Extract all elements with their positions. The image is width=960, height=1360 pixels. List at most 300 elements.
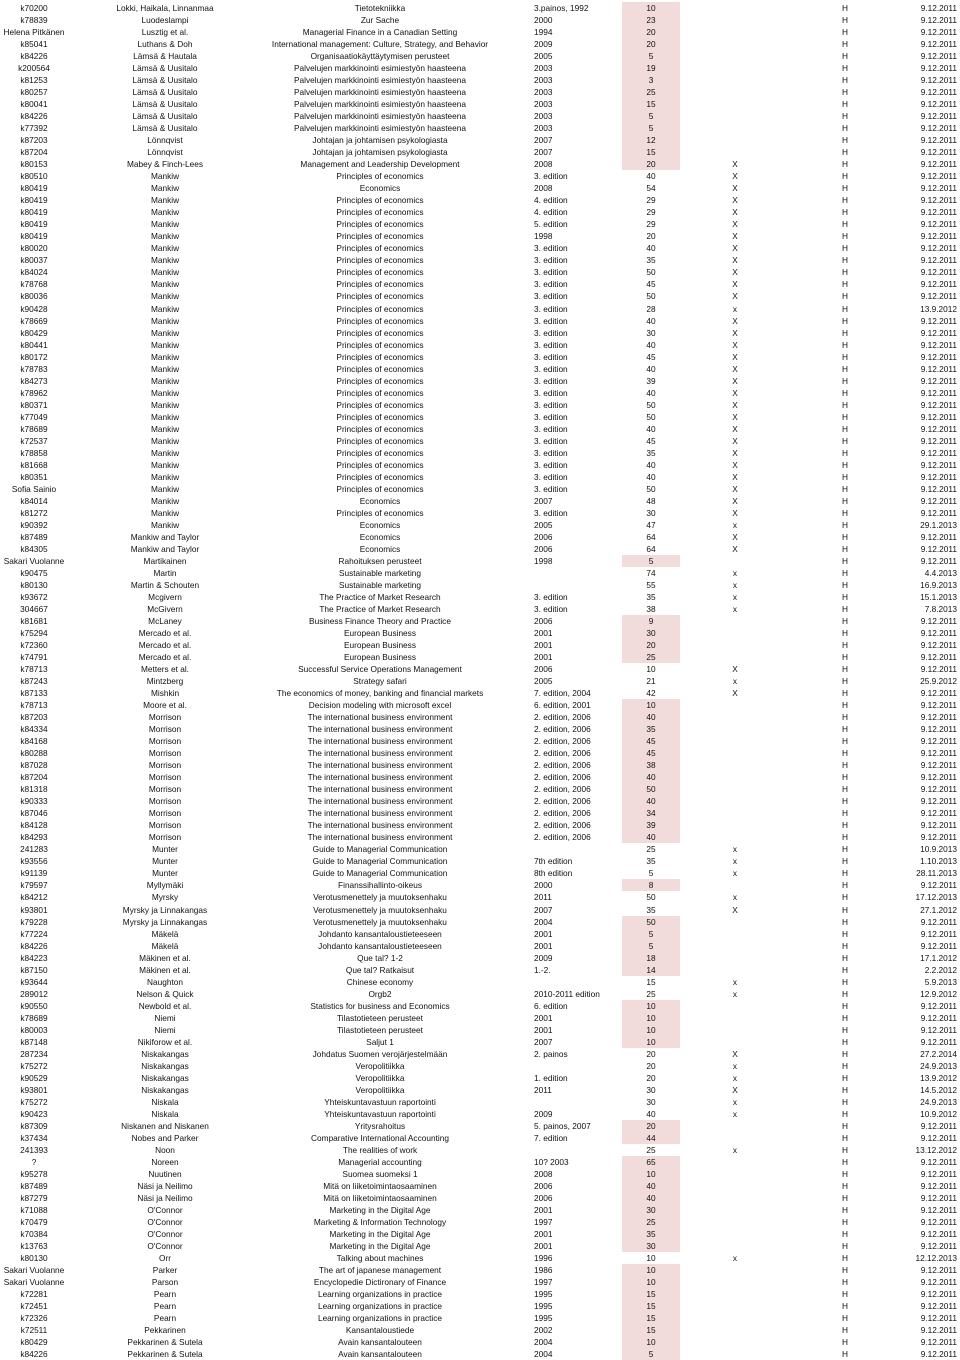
count-cell: 5: [622, 110, 680, 122]
status-cell: H: [842, 916, 848, 927]
mark-cell: [700, 1216, 770, 1228]
code-cell: k93556: [20, 856, 48, 867]
mark-cell: [700, 26, 770, 38]
author-cell: Mäkinen et al.: [139, 964, 191, 975]
count-cell: 15: [646, 976, 656, 987]
status-cell: H: [842, 808, 848, 819]
count-cell: 20: [622, 158, 680, 170]
author-cell: Morrison: [148, 760, 182, 771]
code-cell: k90529: [20, 1072, 48, 1083]
count-cell: 10: [622, 1168, 680, 1180]
status-cell: H: [842, 531, 848, 542]
edition-cell: 2001: [534, 940, 553, 951]
edition-cell: 2011: [534, 1084, 552, 1095]
mark-cell: X: [732, 327, 738, 338]
table-row: [0, 1024, 960, 1036]
count-cell: 40: [622, 795, 680, 807]
mark-cell: [700, 62, 770, 74]
title-cell: Johdanto kansantaloustieteeseen: [318, 940, 442, 951]
mark-cell: X: [732, 231, 738, 242]
date-cell: 24.9.2013: [920, 1096, 957, 1107]
title-cell: Palvelujen markkinointi esimiestyön haasteena: [293, 63, 467, 74]
table-row: [0, 507, 960, 519]
title-cell: Statistics for business and Economics: [310, 1000, 450, 1011]
status-cell: H: [842, 1229, 848, 1240]
mark-cell: [700, 759, 770, 771]
code-cell: k80419: [20, 183, 48, 194]
title-cell: The international business environment: [307, 760, 453, 771]
code-cell: k80153: [20, 159, 48, 170]
title-cell: Principles of economics: [336, 243, 424, 254]
author-cell: Mankiw: [150, 363, 180, 374]
title-cell: Johtajan ja johtamisen psykologiasta: [312, 135, 448, 146]
title-cell: Principles of economics: [336, 315, 424, 326]
author-cell: Moore et al.: [143, 700, 187, 711]
author-cell: Mankiw: [150, 507, 180, 518]
code-cell: Helena Pitkänen: [3, 27, 65, 38]
table-row: [0, 855, 960, 867]
code-cell: k70479: [20, 1217, 48, 1228]
code-cell: k90423: [20, 1108, 48, 1119]
date-cell: 9.12.2011: [920, 616, 957, 627]
count-cell: 40: [646, 363, 656, 374]
count-cell: 30: [646, 507, 656, 518]
count-cell: 30: [646, 1096, 656, 1107]
author-cell: Pekkarinen & Sutela: [127, 1349, 203, 1360]
edition-cell: 3. edition: [534, 303, 568, 314]
table-row: [0, 182, 960, 194]
code-cell: k84168: [20, 736, 48, 747]
author-cell: Mankiw: [150, 291, 180, 302]
edition-cell: 2003: [534, 111, 553, 122]
edition-cell: 2007: [534, 495, 553, 506]
table-row: [0, 363, 960, 375]
table-row: [0, 843, 960, 855]
table-row: [0, 266, 960, 278]
count-cell: 50: [646, 291, 656, 302]
title-cell: Principles of economics: [336, 447, 424, 458]
edition-cell: 2007: [534, 147, 553, 158]
mark-cell: x: [732, 988, 738, 999]
status-cell: H: [842, 423, 848, 434]
author-cell: Mäkelä: [151, 940, 179, 951]
table-row: [0, 1096, 960, 1108]
status-cell: H: [842, 928, 848, 939]
author-cell: Mankiw: [150, 255, 180, 266]
date-cell: 9.12.2011: [920, 712, 957, 723]
status-cell: H: [842, 1120, 848, 1131]
author-cell: Näsi ja Neilimo: [137, 1192, 193, 1203]
title-cell: Guide to Managerial Communication: [312, 844, 448, 855]
status-cell: H: [842, 1192, 848, 1203]
edition-cell: 2. painos: [534, 1048, 568, 1059]
count-cell: 55: [646, 579, 656, 590]
status-cell: H: [842, 820, 848, 831]
author-cell: Morrison: [148, 820, 182, 831]
table-row: [0, 242, 960, 254]
count-cell: 50: [646, 399, 656, 410]
table-row: [0, 134, 960, 146]
edition-cell: 2001: [534, 640, 553, 651]
table-row: [0, 1192, 960, 1204]
title-cell: Avain kansantalouteen: [338, 1349, 422, 1360]
count-cell: 8: [622, 879, 680, 891]
mark-cell: X: [732, 387, 738, 398]
author-cell: Myrsky: [151, 892, 179, 903]
date-cell: 9.12.2011: [920, 664, 957, 675]
mark-cell: X: [732, 243, 738, 254]
count-cell: 40: [622, 1192, 680, 1204]
code-cell: k87150: [20, 964, 48, 975]
mark-cell: [700, 1300, 770, 1312]
code-cell: k90392: [20, 519, 48, 530]
date-cell: 9.12.2011: [920, 1205, 957, 1215]
author-cell: McGivern: [147, 604, 183, 614]
title-cell: The art of japanese management: [318, 1265, 442, 1276]
author-cell: Mankiw: [150, 231, 180, 242]
table-row: [0, 940, 960, 952]
author-cell: Munter: [152, 844, 178, 855]
title-cell: Encyclopedie Dictironary of Finance: [313, 1277, 447, 1288]
code-cell: k78783: [20, 363, 48, 374]
count-cell: 30: [646, 327, 656, 338]
table-row: [0, 639, 960, 651]
date-cell: 9.12.2011: [920, 315, 957, 326]
edition-cell: 6. edition: [534, 1000, 568, 1011]
count-cell: 35: [646, 591, 656, 602]
author-cell: Luodeslampi: [141, 15, 189, 26]
mark-cell: [700, 146, 770, 158]
mark-cell: X: [732, 1084, 738, 1095]
count-cell: 40: [646, 315, 656, 326]
date-cell: 9.12.2011: [920, 1156, 957, 1167]
code-cell: k78858: [20, 447, 48, 458]
date-cell: 9.12.2011: [920, 423, 957, 434]
code-cell: k13763: [20, 1241, 48, 1252]
date-cell: 9.12.2011: [920, 1000, 957, 1011]
status-cell: H: [842, 99, 848, 110]
code-cell: k78689: [20, 1012, 48, 1023]
mark-cell: X: [732, 219, 738, 230]
status-cell: H: [842, 1325, 848, 1336]
count-cell: 10: [622, 1024, 680, 1036]
author-cell: Mankiw: [150, 267, 180, 278]
mark-cell: X: [732, 255, 738, 266]
edition-cell: 7. edition, 2004: [534, 688, 591, 699]
mark-cell: x: [732, 1060, 738, 1071]
author-cell: Martin & Schouten: [130, 579, 200, 590]
status-cell: H: [842, 664, 848, 675]
edition-cell: 5. painos, 2007: [534, 1120, 591, 1131]
table-row: [0, 543, 960, 555]
code-cell: k80003: [20, 1024, 48, 1035]
title-cell: Kansantaloustiede: [345, 1325, 415, 1336]
code-cell: k78713: [20, 700, 48, 711]
table-row: [0, 315, 960, 327]
status-cell: H: [842, 1156, 848, 1167]
date-cell: 9.12.2011: [920, 1036, 957, 1047]
table-row: [0, 38, 960, 50]
date-cell: 9.12.2011: [920, 652, 957, 663]
status-cell: H: [842, 1072, 848, 1083]
count-cell: 5: [648, 868, 654, 879]
author-cell: Näsi ja Neilimo: [137, 1180, 193, 1191]
status-cell: H: [842, 567, 848, 578]
table-row: [0, 783, 960, 795]
edition-cell: 3. edition: [534, 339, 568, 350]
author-cell: Niskanen and Niskanen: [121, 1120, 209, 1131]
table-row: [0, 1204, 960, 1216]
author-cell: Lämsä & Hautala: [133, 51, 197, 62]
table-row: [0, 795, 960, 807]
status-cell: H: [842, 27, 848, 38]
count-cell: 10: [622, 1036, 680, 1048]
code-cell: k93644: [20, 976, 48, 987]
title-cell: Principles of economics: [336, 339, 424, 350]
edition-cell: 1997: [534, 1217, 553, 1228]
title-cell: Principles of economics: [336, 255, 424, 266]
table-row: [0, 867, 960, 879]
table-row: [0, 1348, 960, 1360]
code-cell: k79228: [20, 916, 48, 927]
date-cell: 9.12.2011: [920, 1265, 957, 1276]
edition-cell: 3. edition: [534, 411, 568, 422]
count-cell: 40: [646, 471, 656, 482]
count-cell: 20: [646, 231, 656, 242]
author-cell: Myrsky ja Linnakangas: [122, 916, 208, 927]
edition-cell: 2006: [534, 1180, 553, 1191]
table-row: [0, 1156, 960, 1168]
date-cell: 9.12.2011: [920, 135, 957, 146]
date-cell: 9.12.2011: [920, 39, 957, 50]
author-cell: Mankiw and Taylor: [130, 531, 200, 542]
edition-cell: 3. edition: [534, 483, 568, 494]
author-cell: Morrison: [148, 832, 182, 843]
mark-cell: X: [732, 363, 738, 374]
mark-cell: [700, 735, 770, 747]
date-cell: 9.12.2011: [920, 724, 957, 735]
title-cell: The realities of work: [342, 1144, 418, 1155]
code-cell: k80351: [20, 471, 48, 482]
code-cell: k87203: [20, 712, 48, 723]
edition-cell: 2001: [534, 928, 553, 939]
status-cell: H: [842, 844, 848, 855]
author-cell: Myllymäki: [146, 880, 184, 891]
mark-cell: X: [732, 688, 738, 699]
title-cell: Tilastotieteen perusteet: [337, 1012, 423, 1023]
edition-cell: 7. edition: [534, 1132, 568, 1143]
count-cell: 35: [622, 1228, 680, 1240]
date-cell: 9.12.2011: [920, 1120, 957, 1131]
mark-cell: [700, 879, 770, 891]
status-cell: H: [842, 1168, 848, 1179]
mark-cell: [700, 627, 770, 639]
author-cell: Niskakangas: [141, 1048, 189, 1059]
date-cell: 9.12.2011: [920, 3, 957, 13]
date-cell: 9.12.2011: [920, 1132, 957, 1143]
code-cell: Sakari Vuolanne: [3, 1265, 65, 1276]
count-cell: 40: [622, 711, 680, 723]
title-cell: Principles of economics: [336, 231, 424, 242]
status-cell: H: [842, 604, 848, 614]
count-cell: 12: [622, 134, 680, 146]
author-cell: Orr: [159, 1253, 171, 1264]
edition-cell: 2005: [534, 519, 553, 530]
mark-cell: [700, 699, 770, 711]
edition-cell: 3. edition: [534, 363, 568, 374]
title-cell: Principles of economics: [336, 375, 424, 386]
count-cell: 35: [646, 447, 656, 458]
table-row: [0, 1288, 960, 1300]
count-cell: 35: [646, 856, 656, 867]
table-row: [0, 1312, 960, 1324]
code-cell: k81253: [20, 75, 48, 86]
mark-cell: x: [732, 1096, 738, 1107]
status-cell: H: [842, 1180, 848, 1191]
count-cell: 30: [622, 1240, 680, 1252]
mark-cell: X: [732, 435, 738, 446]
mark-cell: X: [732, 423, 738, 434]
author-cell: Mankiw: [150, 483, 180, 494]
date-cell: 13.9.2012: [920, 1072, 957, 1083]
date-cell: 9.12.2011: [920, 543, 957, 554]
author-cell: Lämsä & Uusitalo: [132, 123, 198, 134]
title-cell: The international business environment: [307, 748, 453, 759]
title-cell: Principles of economics: [336, 399, 424, 410]
author-cell: O'Connor: [147, 1241, 183, 1252]
title-cell: Principles of economics: [336, 423, 424, 434]
title-cell: European Business: [344, 652, 416, 663]
mark-cell: X: [732, 471, 738, 482]
title-cell: Avain kansantalouteen: [338, 1337, 422, 1348]
title-cell: Verotusmenettely ja muutoksenhaku: [313, 892, 447, 903]
code-cell: k78689: [20, 423, 48, 434]
count-cell: 40: [646, 243, 656, 254]
mark-cell: [700, 615, 770, 627]
author-cell: Morrison: [148, 808, 182, 819]
date-cell: 9.12.2011: [920, 387, 957, 398]
author-cell: Nikiforow et al.: [137, 1036, 193, 1047]
author-cell: Mercado et al.: [138, 628, 192, 639]
status-cell: H: [842, 1241, 848, 1252]
author-cell: Mankiw: [150, 399, 180, 410]
date-cell: 9.12.2011: [920, 1024, 957, 1035]
table-row: [0, 555, 960, 567]
edition-cell: 1.-2.: [534, 964, 551, 975]
count-cell: 20: [646, 1048, 656, 1059]
status-cell: H: [842, 75, 848, 86]
date-cell: 9.12.2011: [920, 411, 957, 422]
code-cell: k91139: [20, 868, 48, 879]
status-cell: H: [842, 123, 848, 134]
code-cell: k87028: [20, 760, 48, 771]
mark-cell: x: [732, 676, 738, 687]
date-cell: 9.12.2011: [920, 1337, 957, 1348]
title-cell: The international business environment: [307, 724, 453, 735]
count-cell: 15: [622, 146, 680, 158]
mark-cell: [700, 1288, 770, 1300]
title-cell: Principles of economics: [336, 171, 424, 182]
count-cell: 40: [622, 771, 680, 783]
code-cell: k84293: [20, 832, 48, 843]
status-cell: H: [842, 748, 848, 759]
code-cell: k80419: [20, 207, 48, 218]
mark-cell: X: [732, 411, 738, 422]
edition-cell: 1996: [534, 1253, 553, 1264]
table-row: [0, 1336, 960, 1348]
status-cell: H: [842, 940, 848, 951]
count-cell: 42: [646, 688, 656, 699]
edition-cell: 2008: [534, 159, 553, 170]
mark-cell: [700, 1024, 770, 1036]
author-cell: Mankiw: [150, 219, 180, 230]
status-cell: H: [842, 363, 848, 374]
status-cell: H: [842, 339, 848, 350]
edition-cell: [530, 1060, 620, 1072]
title-cell: Veropolitiikka: [355, 1072, 405, 1083]
title-cell: Principles of economics: [336, 291, 424, 302]
table-row: [0, 1300, 960, 1312]
code-cell: k84334: [20, 724, 48, 735]
count-cell: 5: [622, 1348, 680, 1360]
date-cell: 9.12.2011: [920, 700, 957, 711]
edition-cell: 3. edition: [534, 375, 568, 386]
count-cell: 21: [646, 676, 656, 687]
code-cell: k78713: [20, 664, 48, 675]
code-cell: k80419: [20, 231, 48, 242]
count-cell: 3: [622, 74, 680, 86]
edition-cell: 2. edition, 2006: [534, 832, 591, 843]
code-cell: k87133: [20, 688, 48, 699]
table-row: [0, 519, 960, 531]
author-cell: Nuutinen: [148, 1168, 182, 1179]
date-cell: 9.12.2011: [920, 183, 957, 194]
date-cell: 9.12.2011: [920, 880, 957, 891]
code-cell: Sakari Vuolanne: [3, 555, 65, 566]
mark-cell: [700, 928, 770, 940]
code-cell: k84212: [20, 892, 48, 903]
mark-cell: [700, 1120, 770, 1132]
code-cell: k87046: [20, 808, 48, 819]
status-cell: H: [842, 171, 848, 182]
status-cell: H: [842, 1096, 848, 1107]
code-cell: k80419: [20, 195, 48, 206]
title-cell: Principles of economics: [336, 363, 424, 374]
date-cell: 7.8.2013: [924, 604, 957, 614]
count-cell: 25: [646, 988, 656, 999]
date-cell: 9.12.2011: [920, 267, 957, 278]
code-cell: k87148: [20, 1036, 48, 1047]
title-cell: Strategy safari: [353, 676, 407, 687]
edition-cell: 3. edition: [534, 315, 568, 326]
code-cell: k78669: [20, 315, 48, 326]
code-cell: k72326: [20, 1313, 48, 1324]
author-cell: Luthans & Doh: [137, 39, 193, 50]
author-cell: Lokki, Haikala, Linnanmaa: [116, 3, 214, 13]
status-cell: H: [842, 988, 848, 999]
edition-cell: 3. edition: [534, 243, 568, 254]
status-cell: H: [842, 399, 848, 410]
count-cell: 5: [622, 555, 680, 567]
count-cell: 38: [646, 604, 656, 614]
author-cell: Niemi: [154, 1024, 176, 1035]
edition-cell: 3. edition: [534, 471, 568, 482]
title-cell: Palvelujen markkinointi esimiestyön haasteena: [293, 87, 467, 98]
status-cell: H: [842, 459, 848, 470]
count-cell: 74: [646, 567, 656, 578]
table-row: [0, 158, 960, 170]
author-cell: Morrison: [148, 784, 182, 795]
